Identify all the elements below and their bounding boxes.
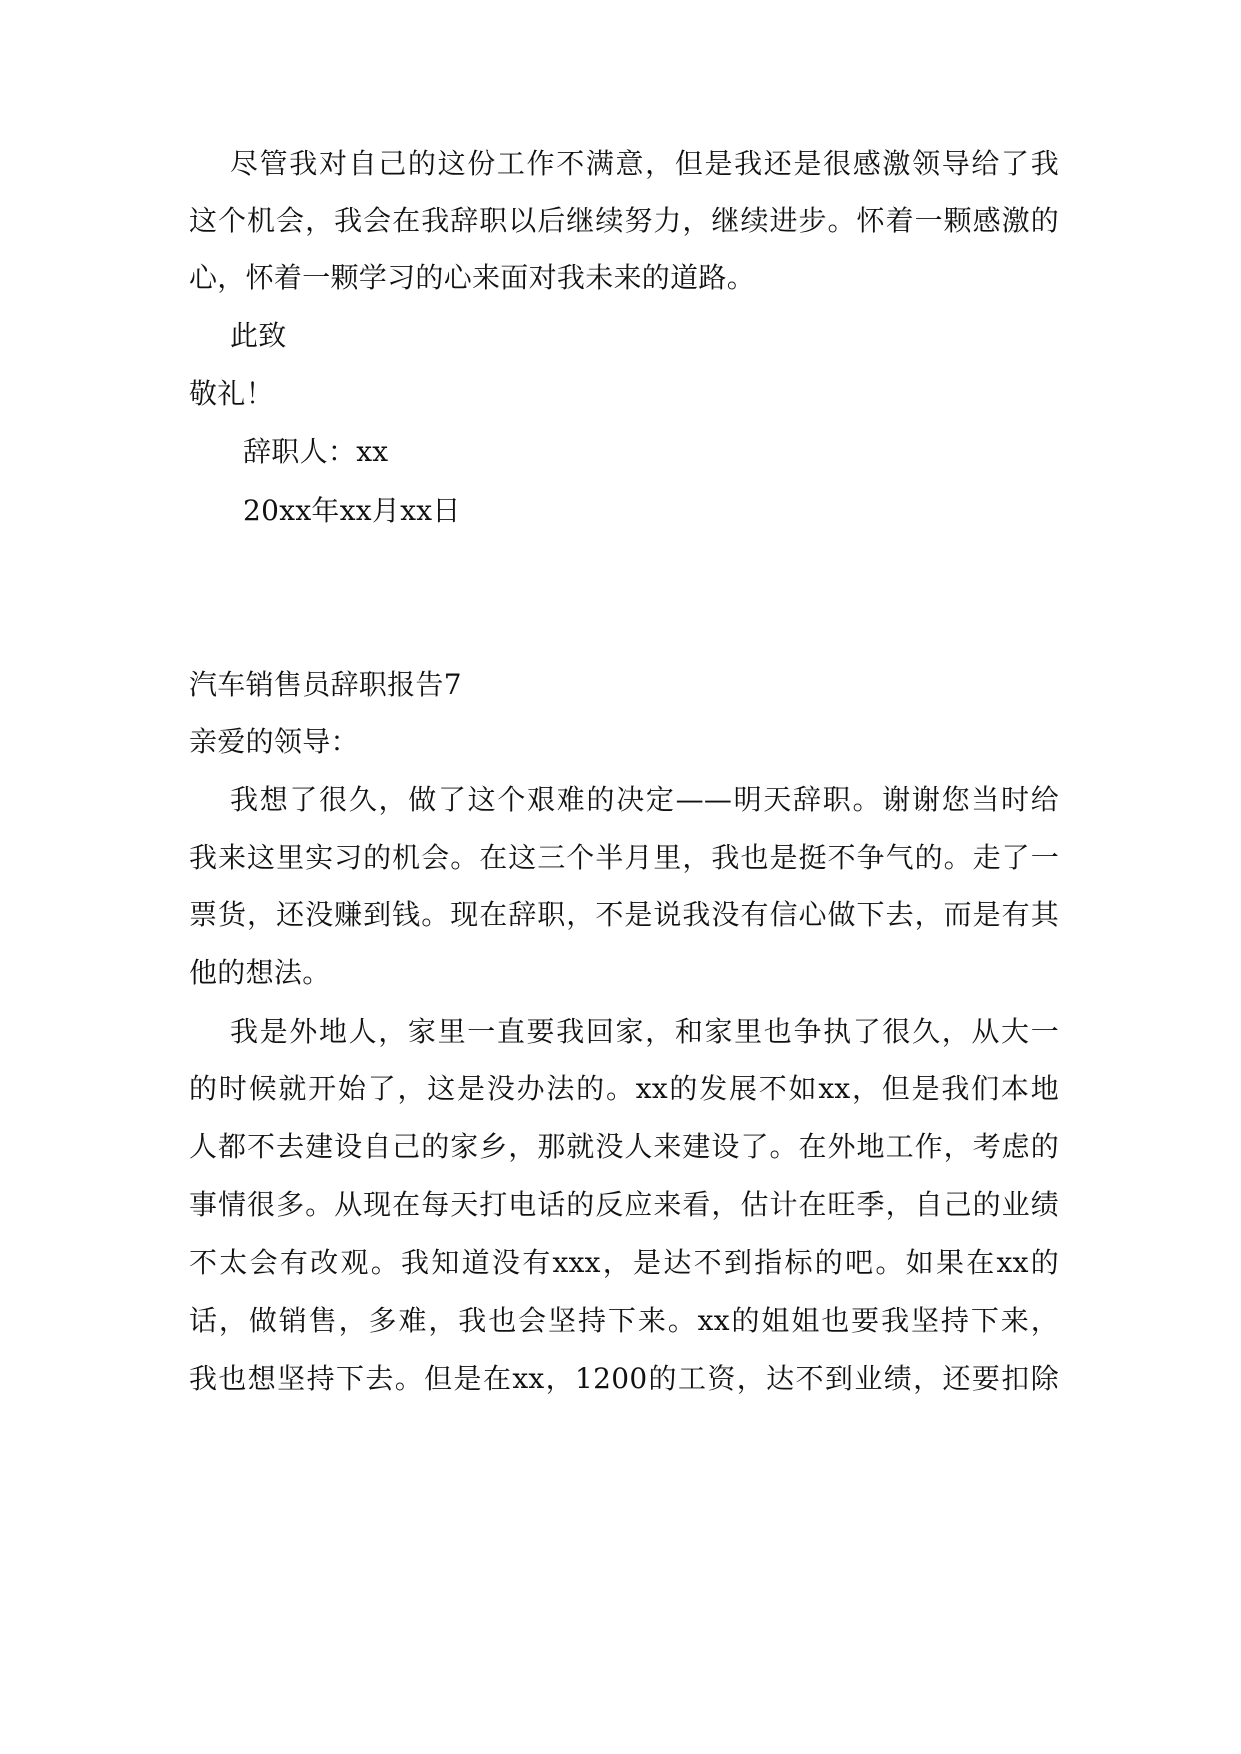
paragraph-line: 票货，还没赚到钱。现在辞职，不是说我没有信心做下去，而是有其 — [189, 898, 1059, 931]
paragraph-line: 事情很多。从现在每天打电话的反应来看，估计在旺季，自己的业绩 — [189, 1188, 1059, 1221]
section-title: 汽车销售员辞职报告7 — [189, 668, 462, 701]
salutation: 亲爱的领导： — [189, 725, 359, 758]
paragraph-line: 我是外地人，家里一直要我回家，和家里也争执了很久，从大一 — [230, 1015, 1059, 1048]
paragraph-line: 心，怀着一颗学习的心来面对我未来的道路。 — [189, 261, 756, 294]
closing-text: 此致 — [230, 319, 287, 352]
closing-salute: 敬礼！ — [189, 377, 274, 410]
paragraph-line: 的时候就开始了，这是没办法的。xx的发展不如xx，但是我们本地 — [189, 1072, 1059, 1105]
paragraph-line: 我来这里实习的机会。在这三个半月里，我也是挺不争气的。走了一 — [189, 841, 1059, 874]
paragraph-line: 话，做销售，多难，我也会坚持下来。xx的姐姐也要我坚持下来， — [189, 1304, 1059, 1337]
paragraph-line: 我想了很久，做了这个艰难的决定——明天辞职。谢谢您当时给 — [230, 783, 1059, 816]
signer-line: 辞职人：xx — [243, 435, 389, 468]
date-line: 20xx年xx月xx日 — [243, 494, 461, 527]
paragraph-line: 他的想法。 — [189, 956, 331, 989]
paragraph-line: 我也想坚持下去。但是在xx，1200的工资，达不到业绩，还要扣除 — [189, 1362, 1059, 1395]
paragraph-line: 这个机会，我会在我辞职以后继续努力，继续进步。怀着一颗感激的 — [189, 204, 1059, 237]
paragraph-line: 不太会有改观。我知道没有xxx，是达不到指标的吧。如果在xx的 — [189, 1246, 1059, 1279]
paragraph-line: 人都不去建设自己的家乡，那就没人来建设了。在外地工作，考虑的 — [189, 1130, 1059, 1163]
paragraph-line: 尽管我对自己的这份工作不满意，但是我还是很感激领导给了我 — [230, 147, 1059, 180]
